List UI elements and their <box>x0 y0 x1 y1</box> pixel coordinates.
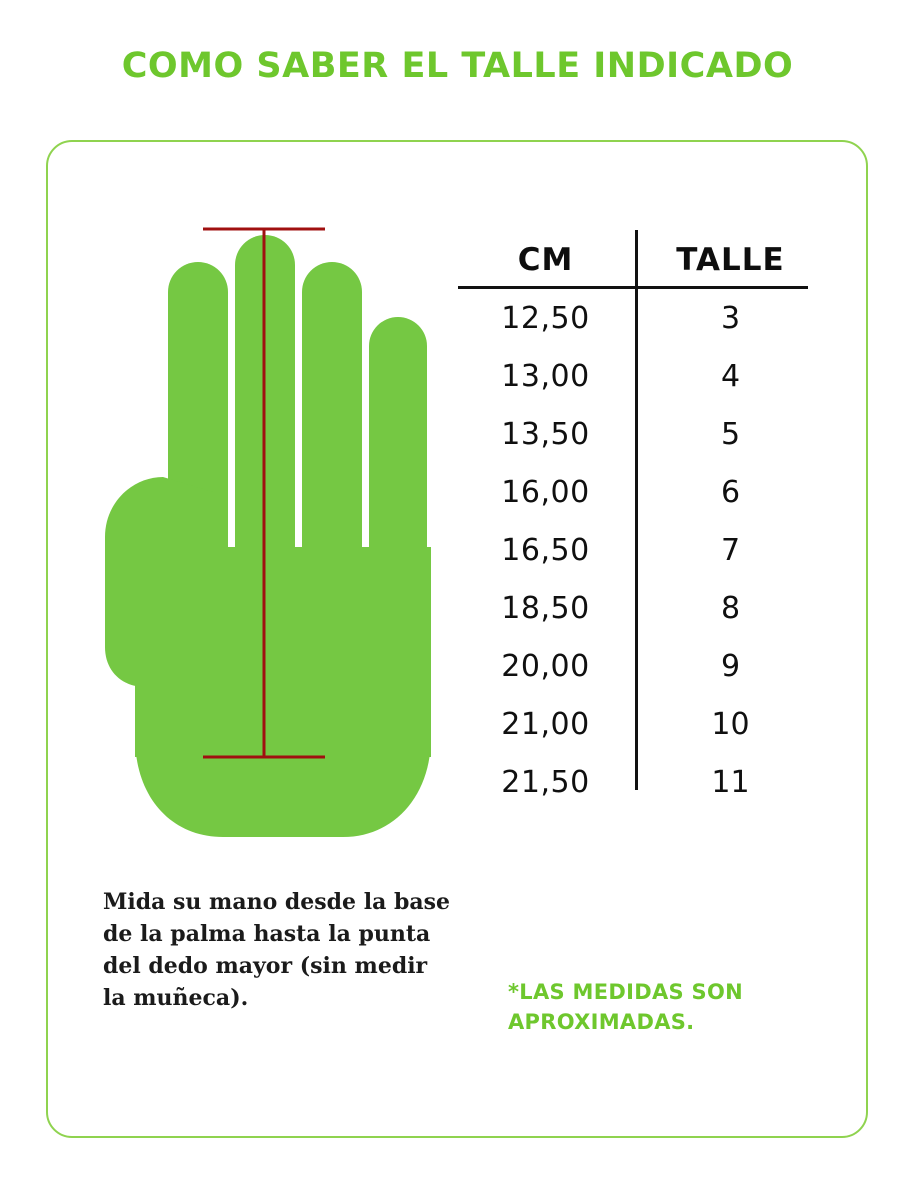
cell-cm: 12,50 <box>501 300 590 336</box>
table-row <box>453 695 823 753</box>
cell-cm: 21,50 <box>501 764 590 800</box>
table-header-talle: TALLE <box>676 242 785 278</box>
size-table <box>453 222 823 811</box>
cell-cm: 20,00 <box>501 648 590 684</box>
table-row <box>453 579 823 637</box>
page-title: COMO SABER EL TALLE INDICADO <box>121 46 794 86</box>
hand-illustration <box>93 217 473 867</box>
cell-talle: 7 <box>720 532 741 568</box>
open-hand-icon <box>93 217 473 867</box>
cell-talle: 4 <box>720 358 741 394</box>
cell-cm: 18,50 <box>501 590 590 626</box>
table-row <box>453 463 823 521</box>
cell-cm: 13,00 <box>501 358 590 394</box>
size-guide-card <box>46 140 868 1138</box>
table-row <box>453 637 823 695</box>
cell-cm: 13,50 <box>501 416 590 452</box>
measuring-instruction: Mida su mano desde la base de la palma hasta la punta del dedo mayor (sin medir la muñeca). <box>103 889 451 1011</box>
cell-cm: 21,00 <box>501 706 590 742</box>
cell-cm: 16,00 <box>501 474 590 510</box>
table-row <box>453 405 823 463</box>
table-row <box>453 347 823 405</box>
cell-talle: 3 <box>720 300 741 336</box>
measurement-disclaimer: *LAS MEDIDAS SON APROXIMADAS. <box>508 980 744 1035</box>
cell-talle: 9 <box>720 648 741 684</box>
cell-talle: 5 <box>720 416 741 452</box>
table-header-cm: CM <box>517 242 574 278</box>
cell-talle: 11 <box>711 764 750 800</box>
table-row <box>453 289 823 347</box>
table-header-row <box>453 222 823 278</box>
cell-talle: 10 <box>711 706 750 742</box>
table-row <box>453 521 823 579</box>
cell-cm: 16,50 <box>501 532 590 568</box>
table-row <box>453 753 823 811</box>
cell-talle: 8 <box>720 590 741 626</box>
table-vertical-divider <box>635 230 638 790</box>
cell-talle: 6 <box>720 474 741 510</box>
